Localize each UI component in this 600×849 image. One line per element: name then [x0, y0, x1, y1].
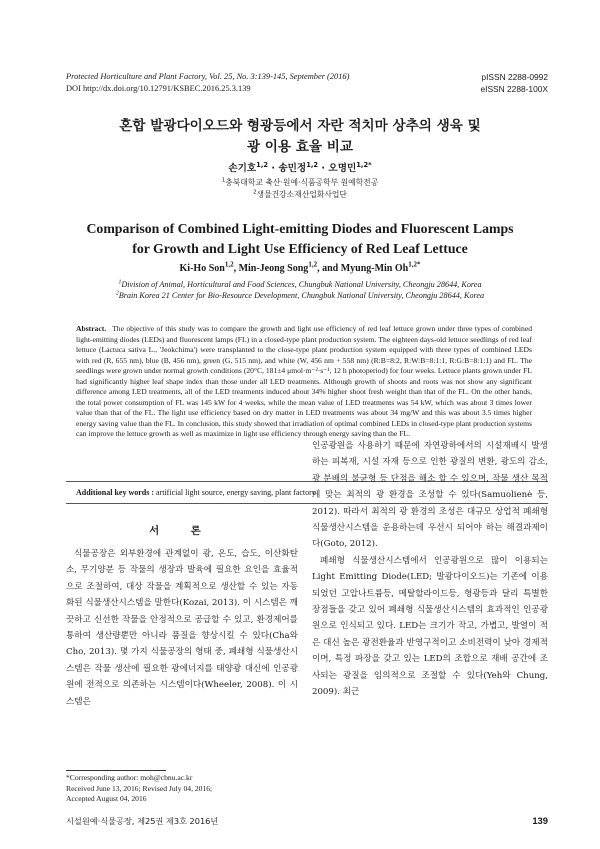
korean-title — [40, 116, 560, 158]
abstract-text: The objective of this study was to compare the growth and light use efficiency of red leaf lettuce grown under three types of combined light-emitting diodes (LEDs) and fluorescent lamps (FL) in a closed-type plant production system. The eighteen days-old lettuce seedlings of red leaf lettuce (Lactuca sativa L., 'Jeokchima') were transplanted to the close-type plant production system equipped with three types of combined LEDs with red (R, 655 nm), blue (B, 456 nm), green (G, 515 nm), and white (W, 456 nm + 558 nm) (R:B=8:2, R:W:B=8:1:1, R:G:B=8:1:1) and FL. The seedlings were grown under normal growth conditions (20°C, 181±4 μmol·m⁻²·s⁻¹, 12 h photoperiod) for four weeks. Lettuce plants grown under FL had significantly higher leaf shape index than those under all LED treatments. Although growth of shoots and roots was not show any significant difference among LED treatments, all of the LED treatments induced about 34% higher shoot fresh weight than that of the FL. On the other hands, the total power consumption of FL was 145 kW for 4 weeks, while the mean value of LED treatments was 54 kW, which was about 3 times lower value than that of the FL. The light use efficiency based on dry matter in LED treatments was about 34 mg/W and this was about 3.5 times higher energy saving value than the FL. In conclusion, this study showed that irradiation of optimal combined LEDs in closed-type plant production systems can improve the lettuce growth as well as maximize in light use efficiency through energy saving than the FL. — [76, 324, 532, 438]
section-title-introduction: 서 론 — [149, 525, 215, 537]
page-number: 139 — [532, 815, 548, 826]
affil-ko-2 — [40, 189, 560, 201]
author-en-2: Min-Jeong Song — [238, 263, 309, 274]
author-en-1: Ki-Ho Son — [179, 263, 225, 274]
journal-citation: Protected Horticulture and Plant Factory, Vol. 25, No. 3:139-145, September (2016) — [66, 72, 350, 81]
body-column-right — [312, 438, 548, 701]
author-ko-3-sup: 1,2* — [356, 160, 372, 169]
footnotes — [66, 773, 212, 805]
affil-en-1 — [40, 279, 560, 290]
received-date: Received June 13, 2016; Revised July 04, 2016; — [66, 783, 213, 793]
body-right-paragraph-2: 폐쇄형 식물생산시스템에서 인공광원으로 많이 이용되는 Light Emitting Diode(LED; 발광다이오드)는 기존에 이용되었던 고압나트륨등, 메탈할라이드등, 형광등과 달리 특별한 장점들을 갖고 있어 폐쇄형 식물생산시스템의 효과적인 인공광원으로 인식되고 있다. LED는 크기가 작고, 가볍고, 발열이 적은 대신 높은 광전환율과 반영구적이고 소비전력이 낮아 경제적이며, 특정 파장을 갖고 있는 LED의 조합으로 재배 공간에 조사되는 광질을 임의적으로 조절할 수 있다(Yeh와 Chung, 2009). 최근 — [312, 555, 548, 698]
author-en-3: Myung-Min Oh — [340, 263, 409, 274]
corresponding-author: *Corresponding author: moh@cbnu.ac.kr — [66, 773, 193, 782]
accepted-date: Accepted August 04, 2016 — [66, 794, 147, 804]
affil-ko-1-text: 충북대학교 축산·원예·식품공학부 원예학전공 — [225, 178, 379, 187]
author-en-1-sup: 1,2 — [224, 260, 234, 269]
doi-link[interactable]: DOI http://dx.doi.org/10.12791/KSBEC.2016.25.3.139 — [66, 84, 251, 93]
korean-title-line2: 광 이용 효율 비교 — [246, 139, 354, 155]
keywords — [76, 488, 316, 497]
footer-journal: 시설원예·식물공장, 제25권 제3호 2016년 — [66, 816, 219, 826]
keywords-text: artificial light source, energy saving, plant factory — [154, 488, 316, 497]
pissn: pISSN 2288-0992 — [481, 72, 548, 82]
abstract — [76, 324, 532, 440]
body-left-paragraph: 식물공장은 외부환경에 관계없이 광, 온도, 습도, 이산화탄소, 무기양분 등 작물의 생장과 발육에 필요한 요인을 효율적으로 조절하여, 대상 작물을 계획적으로 생산할 수 있는 자동화된 식물생산시스템을 말한다(Kozai, 2013). 이 시스템은 깨끗하고 신선한 작물을 안정적으로 공급할 수 있고, 환경제어를 통하여 생산량뿐만 아니라 품질을 향상시킬 수 있다(Cha와 Cho, 2013). 몇 가지 식물공장의 형태 중, 폐쇄형 식물생산시스템은 작물 생산에 필요한 광에너지를 태양광 대신에 인공광원에 전적으로 의존하는 시스템이다(Wheeler, 2008). 이 시스템은 — [66, 549, 298, 707]
author-ko-1-sup: 1,2 — [256, 160, 269, 169]
author-ko-2: 송민정 — [278, 163, 307, 174]
author-ko-2-sup: 1,2 — [306, 160, 319, 169]
author-en-sep1: , — [233, 263, 239, 274]
affil-en-1-text: Division of Animal, Horticultural and Food Sciences, Chungbuk National University, Cheongju 28644, Korea — [121, 280, 482, 289]
affil-ko-2-sup: 2 — [253, 189, 257, 196]
author-ko-1: 손기호 — [228, 163, 257, 174]
korean-title-line1: 혼합 발광다이오드와 형광등에서 자란 적치마 상추의 생육 및 — [119, 118, 481, 134]
english-title-line1: Comparison of Combined Light-emitting Diodes and Fluorescent Lamps — [86, 221, 514, 236]
keywords-label: Additional key words : — [76, 488, 155, 497]
author-ko-sep2: · — [318, 163, 329, 174]
footnote-rule — [66, 770, 166, 771]
body-column-left — [66, 546, 298, 710]
author-en-2-sup: 1,2 — [308, 260, 318, 269]
korean-affiliations — [40, 177, 560, 201]
eissn: eISSN 2288-100X — [480, 84, 548, 94]
affil-en-2-text: Brain Korea 21 Center for Bio-Resource Development, Chungbuk National University, Cheongju 28644, Korea — [118, 291, 485, 300]
english-authors — [40, 260, 560, 274]
affil-ko-1-sup: 1 — [221, 177, 226, 184]
issn-block — [480, 71, 548, 95]
korean-authors — [40, 160, 560, 174]
english-affiliations — [40, 279, 560, 301]
body-right-paragraph-1: 인공광원을 사용하기 때문에 자연광하에서의 시설재배시 발생하는 피복재, 시설 자재 등으로 인한 광질의 변환, 광도의 감소, 광 분배의 불균형 등 단점을 해소 할 수 있으며, 작물 생산 목적에 맞는 최적의 광 환경을 조성할 수 있다(Samuolienė 등, 2012). 따라서 최적의 광 환경의 조성은 대규모 상업적 폐쇄형 식물생산시스템을 운용하는데 우선시 되어야 하는 해결과제이다(Goto, 2012). — [312, 441, 548, 550]
english-title-line2: for Growth and Light Use Efficiency of Red Leaf Lettuce — [132, 241, 468, 256]
journal-header — [66, 71, 349, 95]
abstract-label: Abstract. — [76, 324, 107, 333]
author-en-3-sup: 1,2* — [408, 260, 421, 269]
affil-ko-1 — [40, 177, 560, 189]
affil-en-2-sup: 2 — [115, 290, 119, 297]
affil-en-2 — [40, 290, 560, 301]
author-ko-sep1: · — [268, 163, 279, 174]
affil-ko-2-text: 생물건강소재산업화사업단 — [256, 190, 347, 199]
affil-en-1-sup: 1 — [118, 279, 122, 286]
author-ko-3: 오명민 — [328, 163, 357, 174]
author-en-sep2: , and — [317, 263, 341, 274]
english-title — [40, 219, 560, 259]
